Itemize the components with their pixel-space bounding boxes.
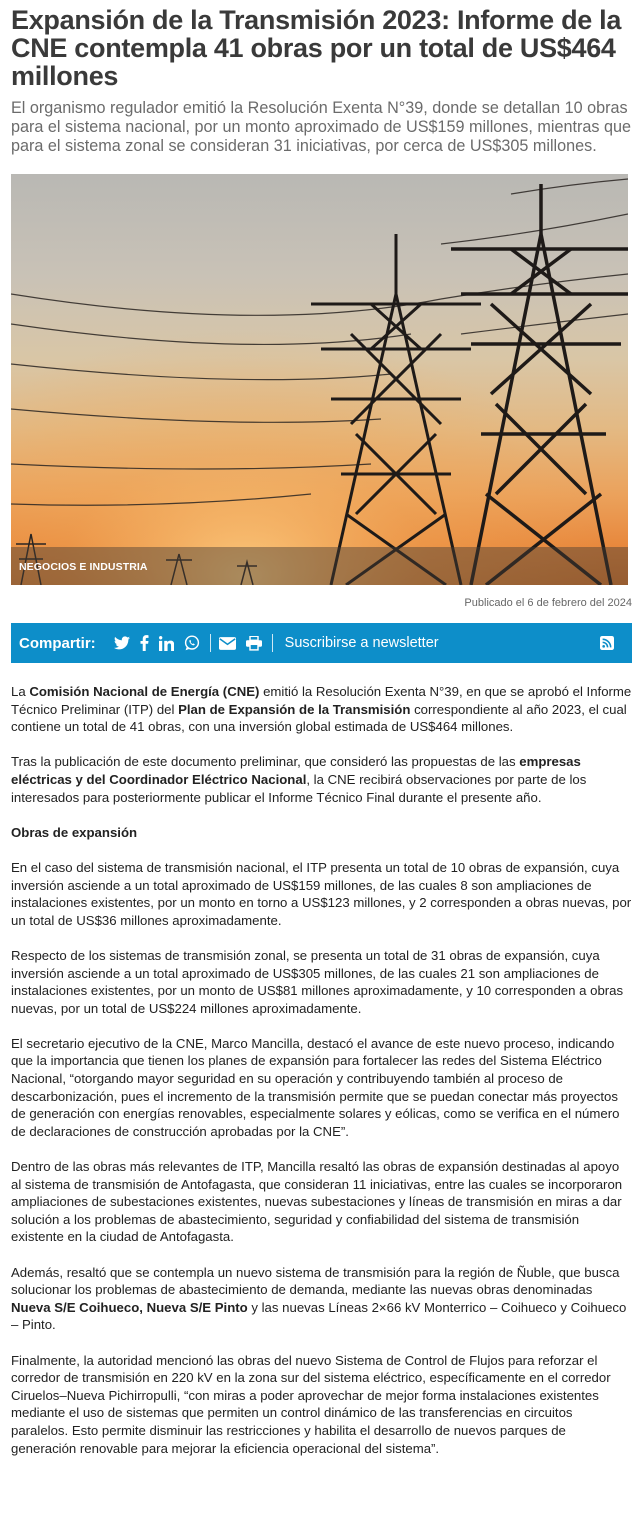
p7-text-c: y las nuevas Líneas 2×66 kV Monterrico – Coihueco y Coihueco – Pinto. bbox=[11, 1299, 627, 1333]
p2-text-c: , la CNE recibirá observaciones por parte de los interesados para posteriormente publicar el Informe Técnico Final durante el presente año. bbox=[11, 771, 587, 805]
article-lead: El organismo regulador emitió la Resolución Exenta N°39, donde se detallan 10 obras para el sistema nacional, por un monto aproximado de US$159 millones, mientras que para el sistema zonal se consideran 31 iniciativas, por cerca de US$305 millones. bbox=[11, 99, 631, 155]
p1-bold-cne: Comisión Nacional de Energía (CNE) bbox=[29, 684, 260, 699]
facebook-icon[interactable] bbox=[140, 633, 149, 653]
paragraph-5: El secretario ejecutivo de la CNE, Marco Mancilla, destacó el avance de este nuevo proceso, indicando que la importancia que tienen los planes de expansión para fortalecer las redes del Sistema Eléctrico Nacional, “otorgando mayor seguridad en su operación y contribuyendo también al proceso de descarbonización, pues el incremento de la transmisión permite que se puedan conectar más proyectos de generación con energías renovables, especialmente solares y eólicas, como se verifica en el número de declaraciones de construcción aprobadas por la CNE”. bbox=[11, 1035, 620, 1139]
section-heading: Obras de expansión bbox=[11, 824, 138, 840]
paragraph-4: Respecto de los sistemas de transmisión zonal, se presenta un total de 31 obras de expansión, cuya inversión asciende a un total aproximado de US$305 millones, de las cuales 21 son ampliaciones de instalaciones existentes, por un monto de US$81 millones aproximadamente, y 10 corresponden a obras nuevas, por un total de US$224 millones aproximadamente. bbox=[11, 947, 624, 1016]
category-tag[interactable]: NEGOCIOS E INDUSTRIA bbox=[19, 561, 148, 573]
p2-bold-empresas: empresas eléctricas y del Coordinador Eléctrico Nacional bbox=[11, 754, 581, 787]
twitter-icon[interactable] bbox=[114, 633, 130, 653]
print-icon[interactable] bbox=[246, 633, 262, 653]
published-date: Publicado el 6 de febrero del 2024 bbox=[464, 597, 632, 609]
paragraph-3: En el caso del sistema de transmisión nacional, el ITP presenta un total de 10 obras de expansión, cuya inversión asciende a un total aproximado de US$159 millones, de las cuales 8 son ampliaciones de instalaciones existentes, por un monto en torno a US$123 millones, y 2 corresponden a obras nuevas, por un total de US$36 millones aproximadamente. bbox=[11, 859, 632, 928]
paragraph-2 bbox=[11, 753, 632, 806]
newsletter-link[interactable]: Suscribirse a newsletter bbox=[284, 635, 439, 651]
paragraph-7 bbox=[11, 1264, 632, 1334]
paragraph-1 bbox=[11, 683, 632, 736]
p2-text-a: Tras la publicación de este documento preliminar, que consideró las propuestas de las bbox=[11, 754, 520, 770]
share-bar bbox=[11, 623, 632, 663]
whatsapp-icon[interactable] bbox=[184, 633, 200, 653]
rss-icon[interactable] bbox=[600, 633, 614, 653]
paragraph-8: Finalmente, la autoridad mencionó las obras del nuevo Sistema de Control de Flujos para reforzar el corredor de transmisión en 220 kV en la zona sur del sistema eléctrico, específicamente en el corredor Ciruelos–Nueva Pichirropulli, “con miras a poder aprovechar de mejor forma instalaciones existentes mediante el uso de sistemas que permiten un control dinámico de las transferencias en circuitos paralelos. Esto permite disminuir las restricciones y habilita el desarrollo de nuevos parques de generación renovable para mejorar la eficiencia operacional del sistema”. bbox=[11, 1352, 611, 1456]
p1-text-a: La bbox=[11, 684, 30, 699]
power-towers-illustration bbox=[11, 174, 628, 585]
share-label: Compartir: bbox=[19, 634, 96, 652]
hero-image[interactable] bbox=[11, 174, 628, 585]
p1-text-d: correspondiente al año 2023, el cual contiene un total de 41 obras, con una inversión global estimada de US$464 millones. bbox=[11, 701, 627, 735]
p7-bold-subestaciones: Nueva S/E Coihueco, Nueva S/E Pinto bbox=[11, 1299, 248, 1315]
article-body bbox=[11, 683, 632, 1457]
p7-text-a: Además, resaltó que se contempla un nuevo sistema de transmisión para la región de Ñuble, que busca solucionar los problemas de abastecimiento de demanda, mediante las nuevas obras denominadas bbox=[11, 1264, 620, 1298]
paragraph-6: Dentro de las obras más relevantes de ITP, Mancilla resaltó las obras de expansión destinadas al apoyo al sistema de transmisión de Antofagasta, que consideran 11 iniciativas, entre las cuales se incorporaron ampliaciones de subestaciones existentes, nuevas subestaciones y líneas de transmisión en miras a dar solución a los problemas de abastecimiento, seguridad y confiabilidad del sistema de transmisión existente en la ciudad de Antofagasta. bbox=[11, 1159, 623, 1245]
p1-text-c: emitió la Resolución Exenta N°39, en que se aprobó el Informe Técnico Preliminar (ITP) del bbox=[11, 684, 632, 717]
p1-bold-plan: Plan de Expansión de la Transmisión bbox=[178, 701, 411, 717]
share-divider bbox=[272, 634, 273, 652]
share-divider bbox=[210, 634, 211, 652]
email-icon[interactable] bbox=[219, 633, 236, 653]
article-title: Expansión de la Transmisión 2023: Informe de la CNE contempla 41 obras por un total de US$464 millones bbox=[11, 5, 622, 91]
linkedin-icon[interactable] bbox=[159, 633, 174, 653]
